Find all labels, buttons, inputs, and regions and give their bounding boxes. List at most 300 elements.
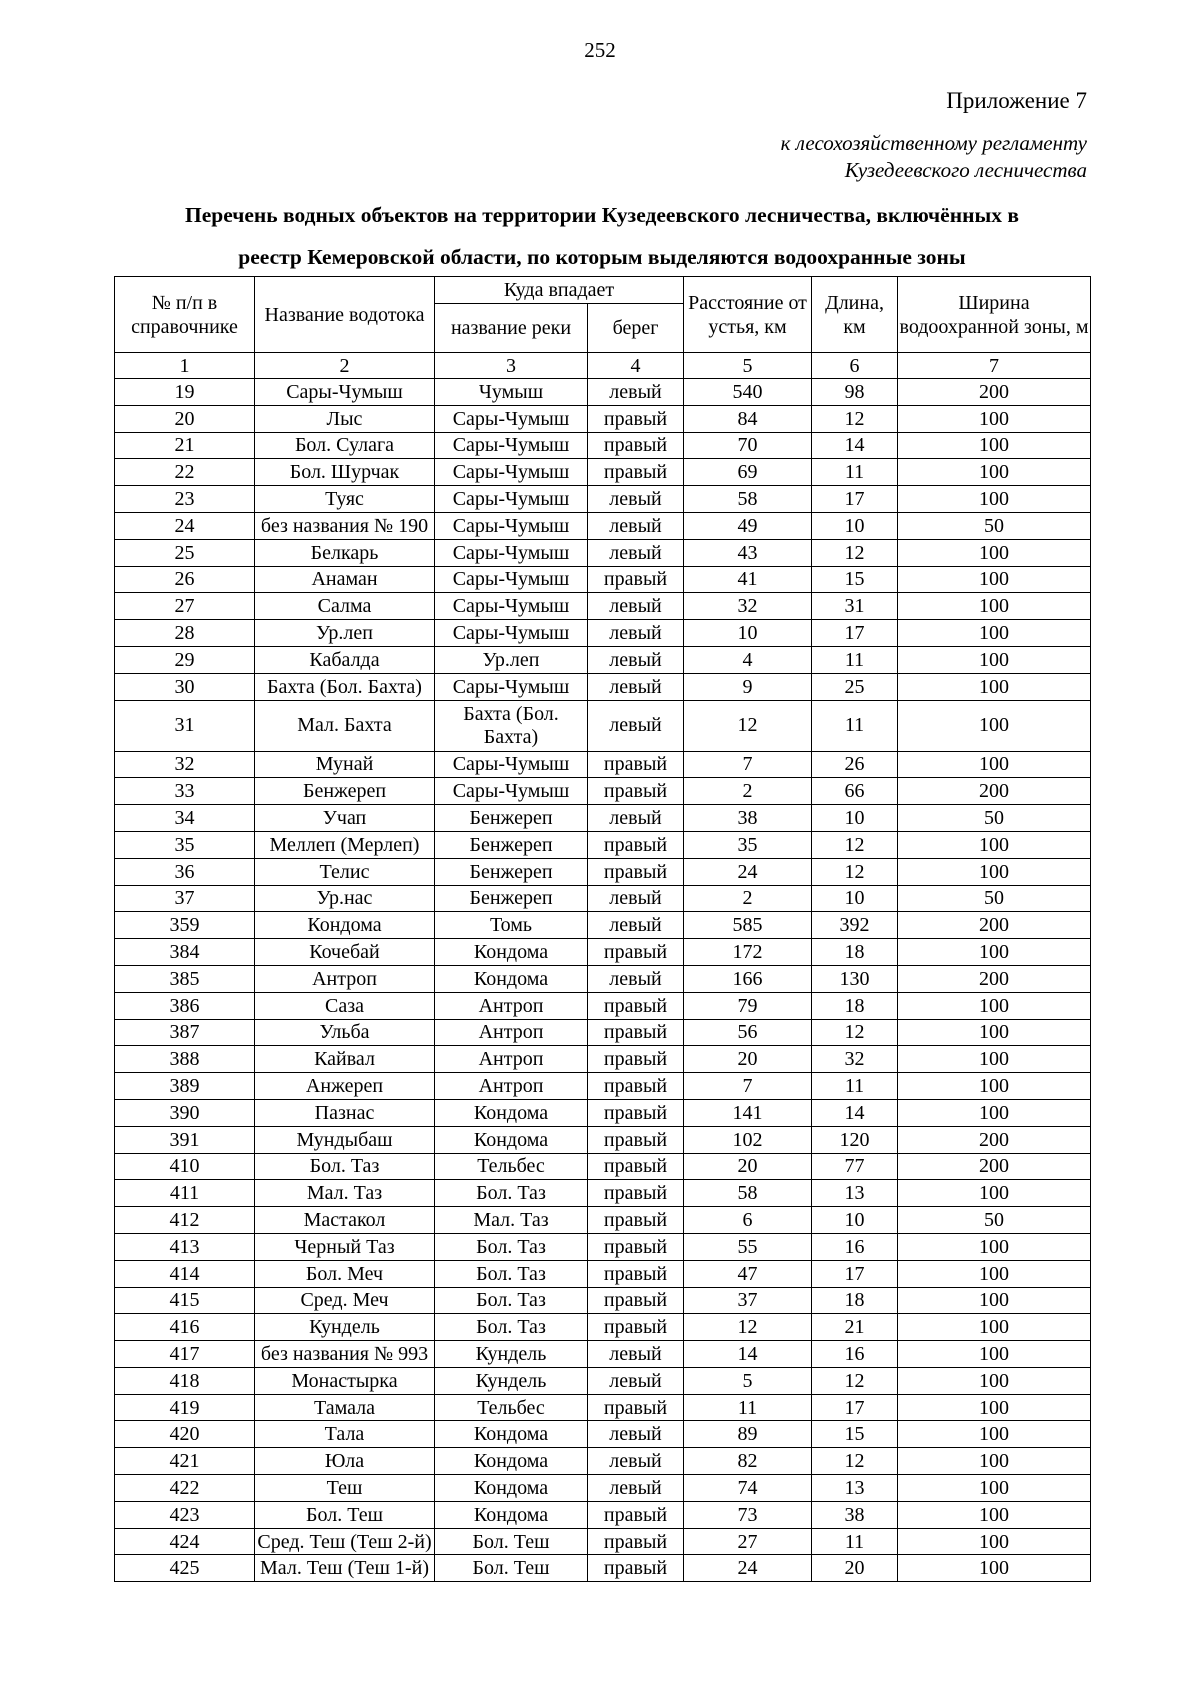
cell-river: Бенжереп [435,885,588,912]
table-row [115,885,1091,912]
cell-num: 385 [115,965,255,992]
cell-num: 413 [115,1233,255,1260]
cell-river: Сары-Чумыш [435,405,588,432]
cell-width: 100 [898,1099,1091,1126]
cell-num: 32 [115,751,255,778]
cell-river: Сары-Чумыш [435,459,588,486]
cell-bank: правый [588,1099,684,1126]
header-name: Название водотока [255,277,435,353]
cell-length: 10 [812,512,898,539]
table-row [115,1126,1091,1153]
cell-length: 12 [812,405,898,432]
table-row [115,778,1091,805]
cell-width: 100 [898,1314,1091,1341]
cell-name: Ур.леп [255,620,435,647]
cell-distance: 35 [684,831,812,858]
table-row [115,620,1091,647]
table-row [115,539,1091,566]
cell-river: Сары-Чумыш [435,778,588,805]
table-row [115,1555,1091,1582]
cell-name: Салма [255,593,435,620]
cell-river: Сары-Чумыш [435,673,588,700]
cell-name: Учап [255,805,435,832]
cell-bank: левый [588,539,684,566]
cell-bank: правый [588,831,684,858]
cell-length: 25 [812,673,898,700]
cell-bank: левый [588,700,684,751]
cell-distance: 70 [684,432,812,459]
table-row [115,1394,1091,1421]
cell-width: 100 [898,459,1091,486]
header-flows-into: Куда впадает [435,277,684,304]
cell-num: 21 [115,432,255,459]
cell-bank: правый [588,405,684,432]
table-row [115,1341,1091,1368]
header-bank: берег [588,304,684,353]
cell-length: 18 [812,992,898,1019]
cell-num: 424 [115,1528,255,1555]
cell-length: 17 [812,620,898,647]
cell-river: Кондома [435,1421,588,1448]
cell-name: Бол. Теш [255,1501,435,1528]
cell-width: 200 [898,379,1091,406]
cell-name: Белкарь [255,539,435,566]
cell-num: 415 [115,1287,255,1314]
page-number: 252 [584,38,616,62]
cell-river: Сары-Чумыш [435,512,588,539]
cell-river: Бенжереп [435,831,588,858]
cell-num: 22 [115,459,255,486]
cell-num: 29 [115,646,255,673]
cell-river: Томь [435,912,588,939]
cell-river: Бол. Теш [435,1555,588,1582]
cell-river: Сары-Чумыш [435,593,588,620]
cell-length: 12 [812,858,898,885]
header-length: Длина, км [812,277,898,353]
table-row [115,1260,1091,1287]
cell-river: Бахта (Бол. Бахта) [435,700,588,751]
table-row [115,700,1091,751]
cell-name: Кондома [255,912,435,939]
cell-distance: 5 [684,1367,812,1394]
cell-num: 28 [115,620,255,647]
cell-num: 412 [115,1207,255,1234]
cell-distance: 24 [684,858,812,885]
cell-distance: 24 [684,1555,812,1582]
cell-length: 14 [812,1099,898,1126]
cell-name: Кочебай [255,939,435,966]
cell-name: Бол. Сулага [255,432,435,459]
cell-length: 26 [812,751,898,778]
cell-name: Кундель [255,1314,435,1341]
cell-width: 100 [898,831,1091,858]
cell-length: 38 [812,1501,898,1528]
cell-distance: 10 [684,620,812,647]
cell-num: 410 [115,1153,255,1180]
cell-distance: 166 [684,965,812,992]
header-num: № п/п в справочнике [115,277,255,353]
cell-num: 24 [115,512,255,539]
cell-width: 100 [898,539,1091,566]
cell-distance: 20 [684,1153,812,1180]
cell-river: Чумыш [435,379,588,406]
cell-distance: 47 [684,1260,812,1287]
cell-bank: правый [588,992,684,1019]
cell-name: Анаман [255,566,435,593]
cell-name: Сред. Меч [255,1287,435,1314]
cell-name: Бол. Таз [255,1153,435,1180]
cell-length: 15 [812,566,898,593]
cell-bank: правый [588,1207,684,1234]
table-row [115,1475,1091,1502]
cell-distance: 56 [684,1019,812,1046]
cell-width: 200 [898,1126,1091,1153]
table-row [115,1421,1091,1448]
column-numbers-row [115,353,1091,379]
cell-distance: 9 [684,673,812,700]
cell-width: 200 [898,1153,1091,1180]
cell-bank: правый [588,1046,684,1073]
cell-distance: 38 [684,805,812,832]
cell-num: 390 [115,1099,255,1126]
cell-river: Кондома [435,1099,588,1126]
cell-distance: 102 [684,1126,812,1153]
cell-name: Мунай [255,751,435,778]
cell-length: 12 [812,1448,898,1475]
cell-length: 11 [812,459,898,486]
cell-length: 20 [812,1555,898,1582]
cell-bank: левый [588,620,684,647]
cell-river: Кондома [435,1448,588,1475]
cell-width: 50 [898,885,1091,912]
water-bodies-table [114,276,1091,1582]
column-number: 1 [115,353,255,379]
cell-distance: 82 [684,1448,812,1475]
table-row [115,432,1091,459]
cell-length: 12 [812,539,898,566]
cell-name: Лыс [255,405,435,432]
cell-bank: левый [588,885,684,912]
cell-bank: левый [588,805,684,832]
cell-name: Монастырка [255,1367,435,1394]
cell-distance: 12 [684,700,812,751]
table-row [115,831,1091,858]
cell-width: 100 [898,620,1091,647]
column-number: 7 [898,353,1091,379]
cell-bank: левый [588,1421,684,1448]
cell-distance: 172 [684,939,812,966]
cell-bank: левый [588,593,684,620]
cell-river: Тельбес [435,1153,588,1180]
table-row [115,1099,1091,1126]
cell-river: Антроп [435,1073,588,1100]
cell-length: 130 [812,965,898,992]
cell-name: Ульба [255,1019,435,1046]
cell-width: 100 [898,566,1091,593]
cell-width: 100 [898,700,1091,751]
table-row [115,1501,1091,1528]
cell-length: 77 [812,1153,898,1180]
cell-width: 100 [898,593,1091,620]
cell-bank: правый [588,1019,684,1046]
table-row [115,1314,1091,1341]
cell-river: Антроп [435,1019,588,1046]
cell-bank: левый [588,512,684,539]
cell-bank: левый [588,673,684,700]
cell-river: Кондома [435,939,588,966]
cell-river: Бол. Таз [435,1314,588,1341]
table-row [115,1153,1091,1180]
cell-name: Черный Таз [255,1233,435,1260]
cell-num: 25 [115,539,255,566]
cell-name: Тала [255,1421,435,1448]
cell-name: Сары-Чумыш [255,379,435,406]
cell-num: 30 [115,673,255,700]
cell-bank: правый [588,939,684,966]
cell-num: 420 [115,1421,255,1448]
cell-length: 13 [812,1475,898,1502]
cell-bank: правый [588,1501,684,1528]
cell-num: 386 [115,992,255,1019]
cell-distance: 12 [684,1314,812,1341]
table-row [115,566,1091,593]
cell-bank: правый [588,1287,684,1314]
table-row [115,992,1091,1019]
cell-num: 416 [115,1314,255,1341]
table-row [115,593,1091,620]
column-number: 6 [812,353,898,379]
title-line-2: реестр Кемеровской области, по которым выделяются водоохранные зоны [238,245,966,269]
cell-name: Кайвал [255,1046,435,1073]
cell-river: Бол. Таз [435,1260,588,1287]
cell-num: 27 [115,593,255,620]
cell-river: Сары-Чумыш [435,751,588,778]
cell-bank: левый [588,1448,684,1475]
cell-bank: правый [588,1555,684,1582]
cell-river: Антроп [435,1046,588,1073]
table-row [115,1046,1091,1073]
cell-length: 17 [812,1260,898,1287]
table-row [115,1207,1091,1234]
cell-bank: правый [588,1528,684,1555]
cell-bank: правый [588,1260,684,1287]
table-row [115,751,1091,778]
cell-distance: 74 [684,1475,812,1502]
table-row [115,1287,1091,1314]
cell-river: Бенжереп [435,858,588,885]
table-row [115,646,1091,673]
table-row [115,1367,1091,1394]
cell-length: 10 [812,885,898,912]
cell-name: Ур.нас [255,885,435,912]
cell-width: 100 [898,1528,1091,1555]
table-row [115,1180,1091,1207]
cell-bank: левый [588,965,684,992]
cell-length: 11 [812,700,898,751]
cell-river: Бол. Теш [435,1528,588,1555]
cell-width: 100 [898,1394,1091,1421]
cell-river: Мал. Таз [435,1207,588,1234]
table-row [115,965,1091,992]
cell-length: 17 [812,1394,898,1421]
cell-distance: 32 [684,593,812,620]
cell-length: 392 [812,912,898,939]
cell-name: Пазнас [255,1099,435,1126]
subtitle-line-2: Кузедеевского лесничества [844,158,1087,182]
cell-width: 100 [898,1475,1091,1502]
table-row [115,1019,1091,1046]
cell-distance: 6 [684,1207,812,1234]
cell-length: 98 [812,379,898,406]
cell-num: 391 [115,1126,255,1153]
column-number: 2 [255,353,435,379]
cell-bank: правый [588,778,684,805]
cell-bank: правый [588,751,684,778]
table-row [115,486,1091,513]
cell-num: 31 [115,700,255,751]
cell-distance: 58 [684,486,812,513]
cell-distance: 585 [684,912,812,939]
cell-distance: 27 [684,1528,812,1555]
cell-width: 200 [898,778,1091,805]
cell-num: 414 [115,1260,255,1287]
cell-num: 23 [115,486,255,513]
cell-distance: 4 [684,646,812,673]
cell-width: 100 [898,939,1091,966]
appendix-subtitle [781,130,1087,184]
cell-distance: 7 [684,751,812,778]
cell-width: 100 [898,1046,1091,1073]
cell-distance: 14 [684,1341,812,1368]
column-number: 4 [588,353,684,379]
cell-distance: 540 [684,379,812,406]
cell-num: 411 [115,1180,255,1207]
cell-bank: правый [588,1073,684,1100]
cell-num: 417 [115,1341,255,1368]
cell-width: 50 [898,1207,1091,1234]
cell-distance: 7 [684,1073,812,1100]
cell-distance: 73 [684,1501,812,1528]
cell-name: Бол. Меч [255,1260,435,1287]
cell-num: 26 [115,566,255,593]
cell-bank: левый [588,646,684,673]
cell-name: Анжереп [255,1073,435,1100]
cell-num: 19 [115,379,255,406]
cell-num: 387 [115,1019,255,1046]
cell-length: 66 [812,778,898,805]
cell-river: Бол. Таз [435,1180,588,1207]
cell-width: 100 [898,1233,1091,1260]
header-width: Ширина водоохранной зоны, м [898,277,1091,353]
cell-name: Бол. Шурчак [255,459,435,486]
cell-width: 100 [898,751,1091,778]
cell-bank: правый [588,1233,684,1260]
cell-name: Бахта (Бол. Бахта) [255,673,435,700]
cell-length: 120 [812,1126,898,1153]
cell-width: 100 [898,1019,1091,1046]
cell-river: Бол. Таз [435,1233,588,1260]
cell-width: 200 [898,912,1091,939]
cell-bank: левый [588,912,684,939]
cell-length: 18 [812,1287,898,1314]
cell-length: 10 [812,1207,898,1234]
cell-name: Туяс [255,486,435,513]
cell-name: Мундыбаш [255,1126,435,1153]
cell-river: Кундель [435,1367,588,1394]
cell-width: 100 [898,1448,1091,1475]
cell-width: 100 [898,405,1091,432]
cell-name: Бенжереп [255,778,435,805]
cell-num: 422 [115,1475,255,1502]
cell-width: 100 [898,486,1091,513]
cell-bank: левый [588,486,684,513]
cell-name: Меллеп (Мерлеп) [255,831,435,858]
cell-length: 13 [812,1180,898,1207]
table-row [115,939,1091,966]
cell-bank: правый [588,1180,684,1207]
cell-name: Кабалда [255,646,435,673]
cell-bank: правый [588,1394,684,1421]
cell-river: Кондома [435,1126,588,1153]
table-body [115,379,1091,1582]
cell-length: 16 [812,1233,898,1260]
cell-name: Тамала [255,1394,435,1421]
cell-num: 33 [115,778,255,805]
cell-width: 100 [898,1260,1091,1287]
cell-num: 359 [115,912,255,939]
cell-num: 425 [115,1555,255,1582]
cell-length: 17 [812,486,898,513]
cell-river: Бол. Таз [435,1287,588,1314]
cell-bank: правый [588,432,684,459]
cell-width: 100 [898,1341,1091,1368]
cell-bank: правый [588,566,684,593]
cell-distance: 89 [684,1421,812,1448]
cell-distance: 69 [684,459,812,486]
cell-distance: 79 [684,992,812,1019]
document-title [114,194,1090,278]
cell-name: Мал. Таз [255,1180,435,1207]
cell-length: 16 [812,1341,898,1368]
cell-num: 419 [115,1394,255,1421]
cell-distance: 43 [684,539,812,566]
cell-name: Антроп [255,965,435,992]
cell-name: Юла [255,1448,435,1475]
cell-width: 50 [898,805,1091,832]
cell-river: Сары-Чумыш [435,432,588,459]
table-row [115,459,1091,486]
cell-width: 100 [898,646,1091,673]
cell-river: Сары-Чумыш [435,539,588,566]
header-distance: Расстояние от устья, км [684,277,812,353]
cell-length: 12 [812,1367,898,1394]
cell-distance: 37 [684,1287,812,1314]
cell-river: Тельбес [435,1394,588,1421]
table-row [115,379,1091,406]
cell-river: Сары-Чумыш [435,620,588,647]
cell-length: 11 [812,1528,898,1555]
cell-width: 100 [898,1180,1091,1207]
cell-name: Телис [255,858,435,885]
cell-num: 37 [115,885,255,912]
cell-distance: 58 [684,1180,812,1207]
cell-distance: 41 [684,566,812,593]
cell-length: 11 [812,1073,898,1100]
cell-bank: правый [588,1153,684,1180]
cell-distance: 11 [684,1394,812,1421]
cell-bank: левый [588,379,684,406]
cell-bank: правый [588,858,684,885]
